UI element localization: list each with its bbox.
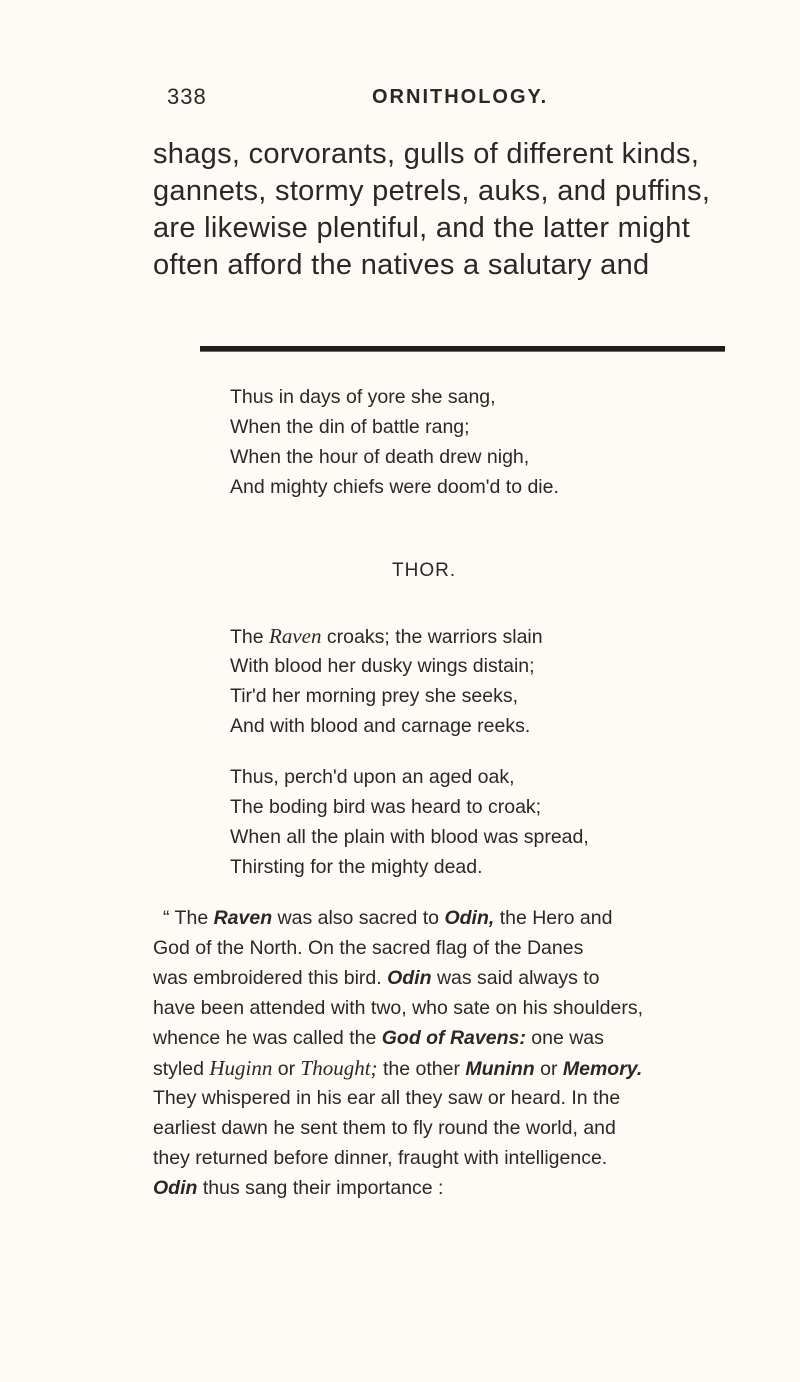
text-line [153, 903, 788, 933]
poem-line: Thirsting for the mighty dead. [230, 856, 483, 878]
text-run: was said always to [431, 967, 600, 989]
text-run: one was [525, 1027, 604, 1049]
poem-line: When the hour of death drew nigh, [230, 446, 530, 468]
poem-line: And mighty chiefs were doom'd to die. [230, 476, 559, 498]
poem-line: With blood her dusky wings distain; [230, 655, 535, 677]
continuation-paragraph [153, 136, 793, 284]
text-line [153, 1053, 788, 1083]
text-run: whence he was called the [153, 1027, 382, 1049]
text-run: thus sang their importance : [197, 1177, 444, 1199]
text-run: or [272, 1058, 301, 1080]
poem-line: And with blood and carnage reeks. [230, 715, 531, 737]
italic-word: Muninn [465, 1058, 535, 1080]
text-run: or [534, 1058, 563, 1080]
text-line [153, 1023, 788, 1053]
italic-word: Odin [387, 967, 432, 989]
italic-word: Odin [153, 1177, 198, 1199]
italic-word: Huginn [209, 1056, 273, 1080]
italic-word: Memory. [562, 1058, 643, 1080]
poem-stanza-1 [230, 382, 750, 502]
italic-word: Thought; [300, 1056, 378, 1080]
text-run: styled [153, 1058, 210, 1080]
running-title: ORNITHOLOGY. [372, 86, 549, 108]
text-line: gannets, stormy petrels, auks, and puffins, [153, 175, 711, 207]
poem-line: Tir'd her morning prey she seeks, [230, 685, 519, 707]
page-header [167, 84, 800, 114]
poem-line: The boding bird was heard to croak; [230, 796, 542, 818]
italic-word: Raven [213, 907, 273, 929]
text-run: The [230, 626, 270, 648]
poem-line: When all the plain with blood was spread, [230, 826, 589, 848]
section-divider-rule [200, 346, 725, 352]
text-run: croaks; the warriors slain [321, 626, 543, 648]
poem-line: Thus in days of yore she sang, [230, 386, 496, 408]
text-line [153, 1173, 788, 1203]
text-run: “ The [163, 907, 214, 929]
page-number: 338 [167, 84, 207, 109]
italic-word: Raven [269, 624, 322, 648]
text-line: often afford the natives a salutary and [153, 249, 650, 281]
text-line: earliest dawn he sent them to fly round the world, and [153, 1117, 616, 1139]
italic-word: Odin, [444, 907, 495, 929]
text-line: God of the North. On the sacred flag of the Danes [153, 937, 584, 959]
text-line: shags, corvorants, gulls of different kinds, [153, 138, 700, 170]
text-run: was embroidered this bird. [153, 967, 388, 989]
text-run: was also sacred to [272, 907, 445, 929]
italic-phrase: God of Ravens: [381, 1027, 526, 1049]
speaker-heading: THOR. [392, 560, 457, 581]
poem-line: When the din of battle rang; [230, 416, 470, 438]
poem-stanza-2 [230, 621, 750, 741]
text-line: have been attended with two, who sate on his shoulders, [153, 997, 643, 1019]
quoted-paragraph [153, 903, 788, 1203]
poem-line: Thus, perch'd upon an aged oak, [230, 766, 515, 788]
poem-line [230, 621, 750, 651]
text-line: they returned before dinner, fraught with intelligence. [153, 1147, 608, 1169]
text-line [153, 963, 788, 993]
text-run: the Hero and [494, 907, 613, 929]
text-run: the other [377, 1058, 466, 1080]
text-line: They whispered in his ear all they saw or heard. In the [153, 1087, 621, 1109]
poem-stanza-3 [230, 762, 750, 882]
text-line: are likewise plentiful, and the latter might [153, 212, 691, 244]
